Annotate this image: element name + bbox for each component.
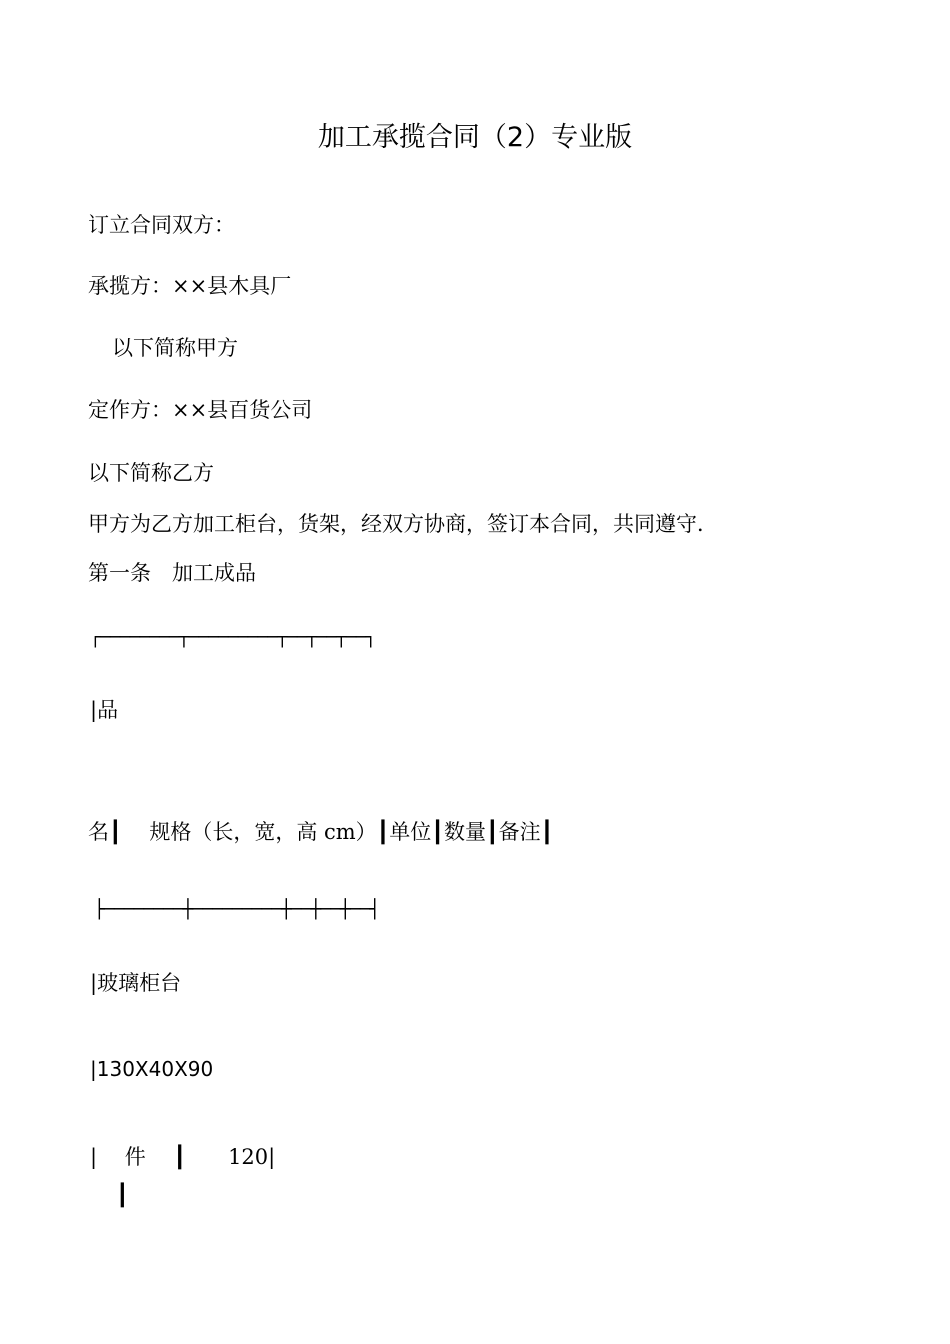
table-header-product-part1: |品 bbox=[90, 698, 119, 722]
table-row-product-name: |玻璃柜台 bbox=[90, 971, 182, 995]
article-one-heading: 第一条 加工成品 bbox=[88, 561, 256, 585]
party-a-alias: 以下简称甲方 bbox=[112, 336, 238, 360]
agreement-statement: 甲方为乙方加工柜台，货架，经双方协商，签订本合同，共同遵守． bbox=[88, 512, 718, 536]
table-row-unit-quantity: | 件 ┃ 120| bbox=[90, 1145, 276, 1169]
contractor-line: 承揽方：××县木具厂 bbox=[88, 274, 292, 298]
party-b-alias: 以下简称乙方 bbox=[88, 461, 214, 485]
table-row-spec: |130X40X90 bbox=[90, 1057, 214, 1081]
table-header-separator: ├────────┼─────────┼──┼──┼──┤ bbox=[94, 899, 380, 920]
table-header-row: 名┃ 规格（长，宽，高 cm）┃单位┃数量┃备注┃ bbox=[88, 820, 554, 844]
table-row-remark-border: ┃ bbox=[116, 1183, 129, 1207]
table-top-border: ┌────────┬─────────┬──┬──┬──┐ bbox=[90, 627, 376, 648]
document-title: 加工承揽合同（2）专业版 bbox=[317, 122, 633, 153]
contract-parties-heading: 订立合同双方： bbox=[88, 213, 235, 237]
orderer-line: 定作方：××县百货公司 bbox=[88, 398, 313, 422]
